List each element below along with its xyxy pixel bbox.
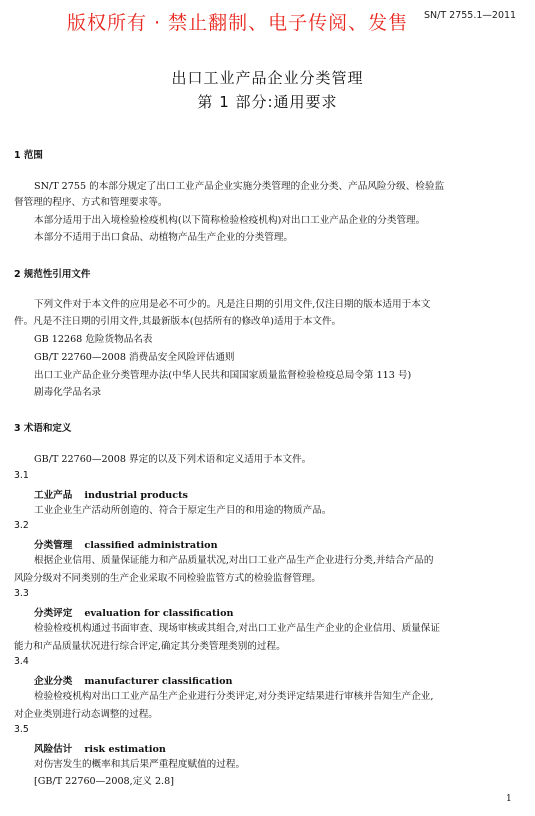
- term-heading: [34, 605, 233, 619]
- header-standard-code: SN/T 2755.1—2011: [424, 10, 517, 21]
- watermark-notice: 版权所有 · 禁止翻制、电子传阅、发售: [67, 12, 409, 34]
- reference-item: 出口工业产品企业分类管理办法(中华人民共和国国家质量监督检验检疫总局令第 113 号): [34, 370, 412, 381]
- section-heading-scope: 1 范围: [14, 150, 43, 161]
- paragraph-references-1b: 件。凡是不注日期的引用文件,其最新版本(包括所有的修改单)适用于本文件。: [14, 316, 342, 327]
- term-definition: 对伤害发生的概率和其后果严重程度赋值的过程。: [34, 759, 246, 770]
- paragraph-scope-1b: 督管理的程序、方式和管理要求等。: [14, 197, 168, 208]
- section-heading-normative-references: 2 规范性引用文件: [14, 269, 91, 280]
- term-heading: [34, 537, 218, 551]
- term-name-en: industrial products: [84, 490, 188, 501]
- term-heading: [34, 741, 166, 755]
- term-name-zh: 企业分类: [34, 676, 73, 687]
- reference-item: GB/T 22760—2008 消费品安全风险评估通则: [34, 352, 235, 363]
- term-name-zh: 工业产品: [34, 490, 73, 501]
- term-number: 3.5: [14, 724, 29, 735]
- paragraph-scope-1a: SN/T 2755 的本部分规定了出口工业产品企业实施分类管理的企业分类、产品风险分级、检验监: [34, 181, 445, 192]
- term-definition: 根据企业信用、质量保证能力和产品质量状况,对出口工业产品生产企业进行分类,并结合产品的: [34, 555, 434, 566]
- term-number: 3.3: [14, 588, 29, 599]
- term-source: [GB/T 22760—2008,定义 2.8]: [34, 776, 174, 787]
- document-title: 出口工业产品企业分类管理: [171, 69, 364, 87]
- page-number: 1: [506, 794, 512, 804]
- term-heading: [34, 673, 232, 687]
- section-heading-terms-definitions: 3 术语和定义: [14, 423, 72, 434]
- term-name-en: manufacturer classification: [84, 676, 233, 687]
- term-definition: 工业企业生产活动所创造的、符合于原定生产目的和用途的物质产品。: [34, 505, 332, 516]
- term-name-en: evaluation for classification: [84, 608, 234, 619]
- term-name-zh: 分类评定: [34, 608, 73, 619]
- paragraph-scope-2: 本部分适用于出入境检验检疫机构(以下简称检验检疫机构)对出口工业产品企业的分类管理。: [34, 215, 426, 226]
- term-name-zh: 风险估计: [34, 744, 73, 755]
- term-number: 3.2: [14, 520, 29, 531]
- term-name-en: risk estimation: [84, 744, 166, 755]
- term-number: 3.4: [14, 656, 29, 667]
- document-subtitle: 第 1 部分:通用要求: [197, 93, 338, 111]
- term-definition: 检验检疫机构通过书面审查、现场审核或其组合,对出口工业产品生产企业的企业信用、质量保证: [34, 623, 440, 634]
- paragraph-terms-intro: GB/T 22760—2008 界定的以及下列术语和定义适用于本文件。: [34, 454, 312, 465]
- term-definition: 检验检疫机构对出口工业产品生产企业进行分类评定,对分类评定结果进行审核并告知生产企业,: [34, 691, 434, 702]
- term-number: 3.1: [14, 470, 29, 481]
- term-definition: 对企业类别进行动态调整的过程。: [14, 709, 158, 720]
- term-heading: [34, 487, 188, 501]
- reference-item: GB 12268 危险货物品名表: [34, 334, 153, 345]
- term-definition: 风险分级对不同类别的生产企业采取不同检验监管方式的检验监督管理。: [14, 573, 321, 584]
- paragraph-references-1a: 下列文件对于本文件的应用是必不可少的。凡是注日期的引用文件,仅注日期的版本适用于本文: [34, 299, 431, 310]
- reference-item: 剧毒化学品名录: [34, 387, 102, 398]
- term-name-zh: 分类管理: [34, 540, 73, 551]
- term-definition: 能力和产品质量状况进行综合评定,确定其分类管理类别的过程。: [14, 641, 286, 652]
- paragraph-scope-3: 本部分不适用于出口食品、动植物产品生产企业的分类管理。: [34, 232, 294, 243]
- term-name-en: classified administration: [84, 540, 218, 551]
